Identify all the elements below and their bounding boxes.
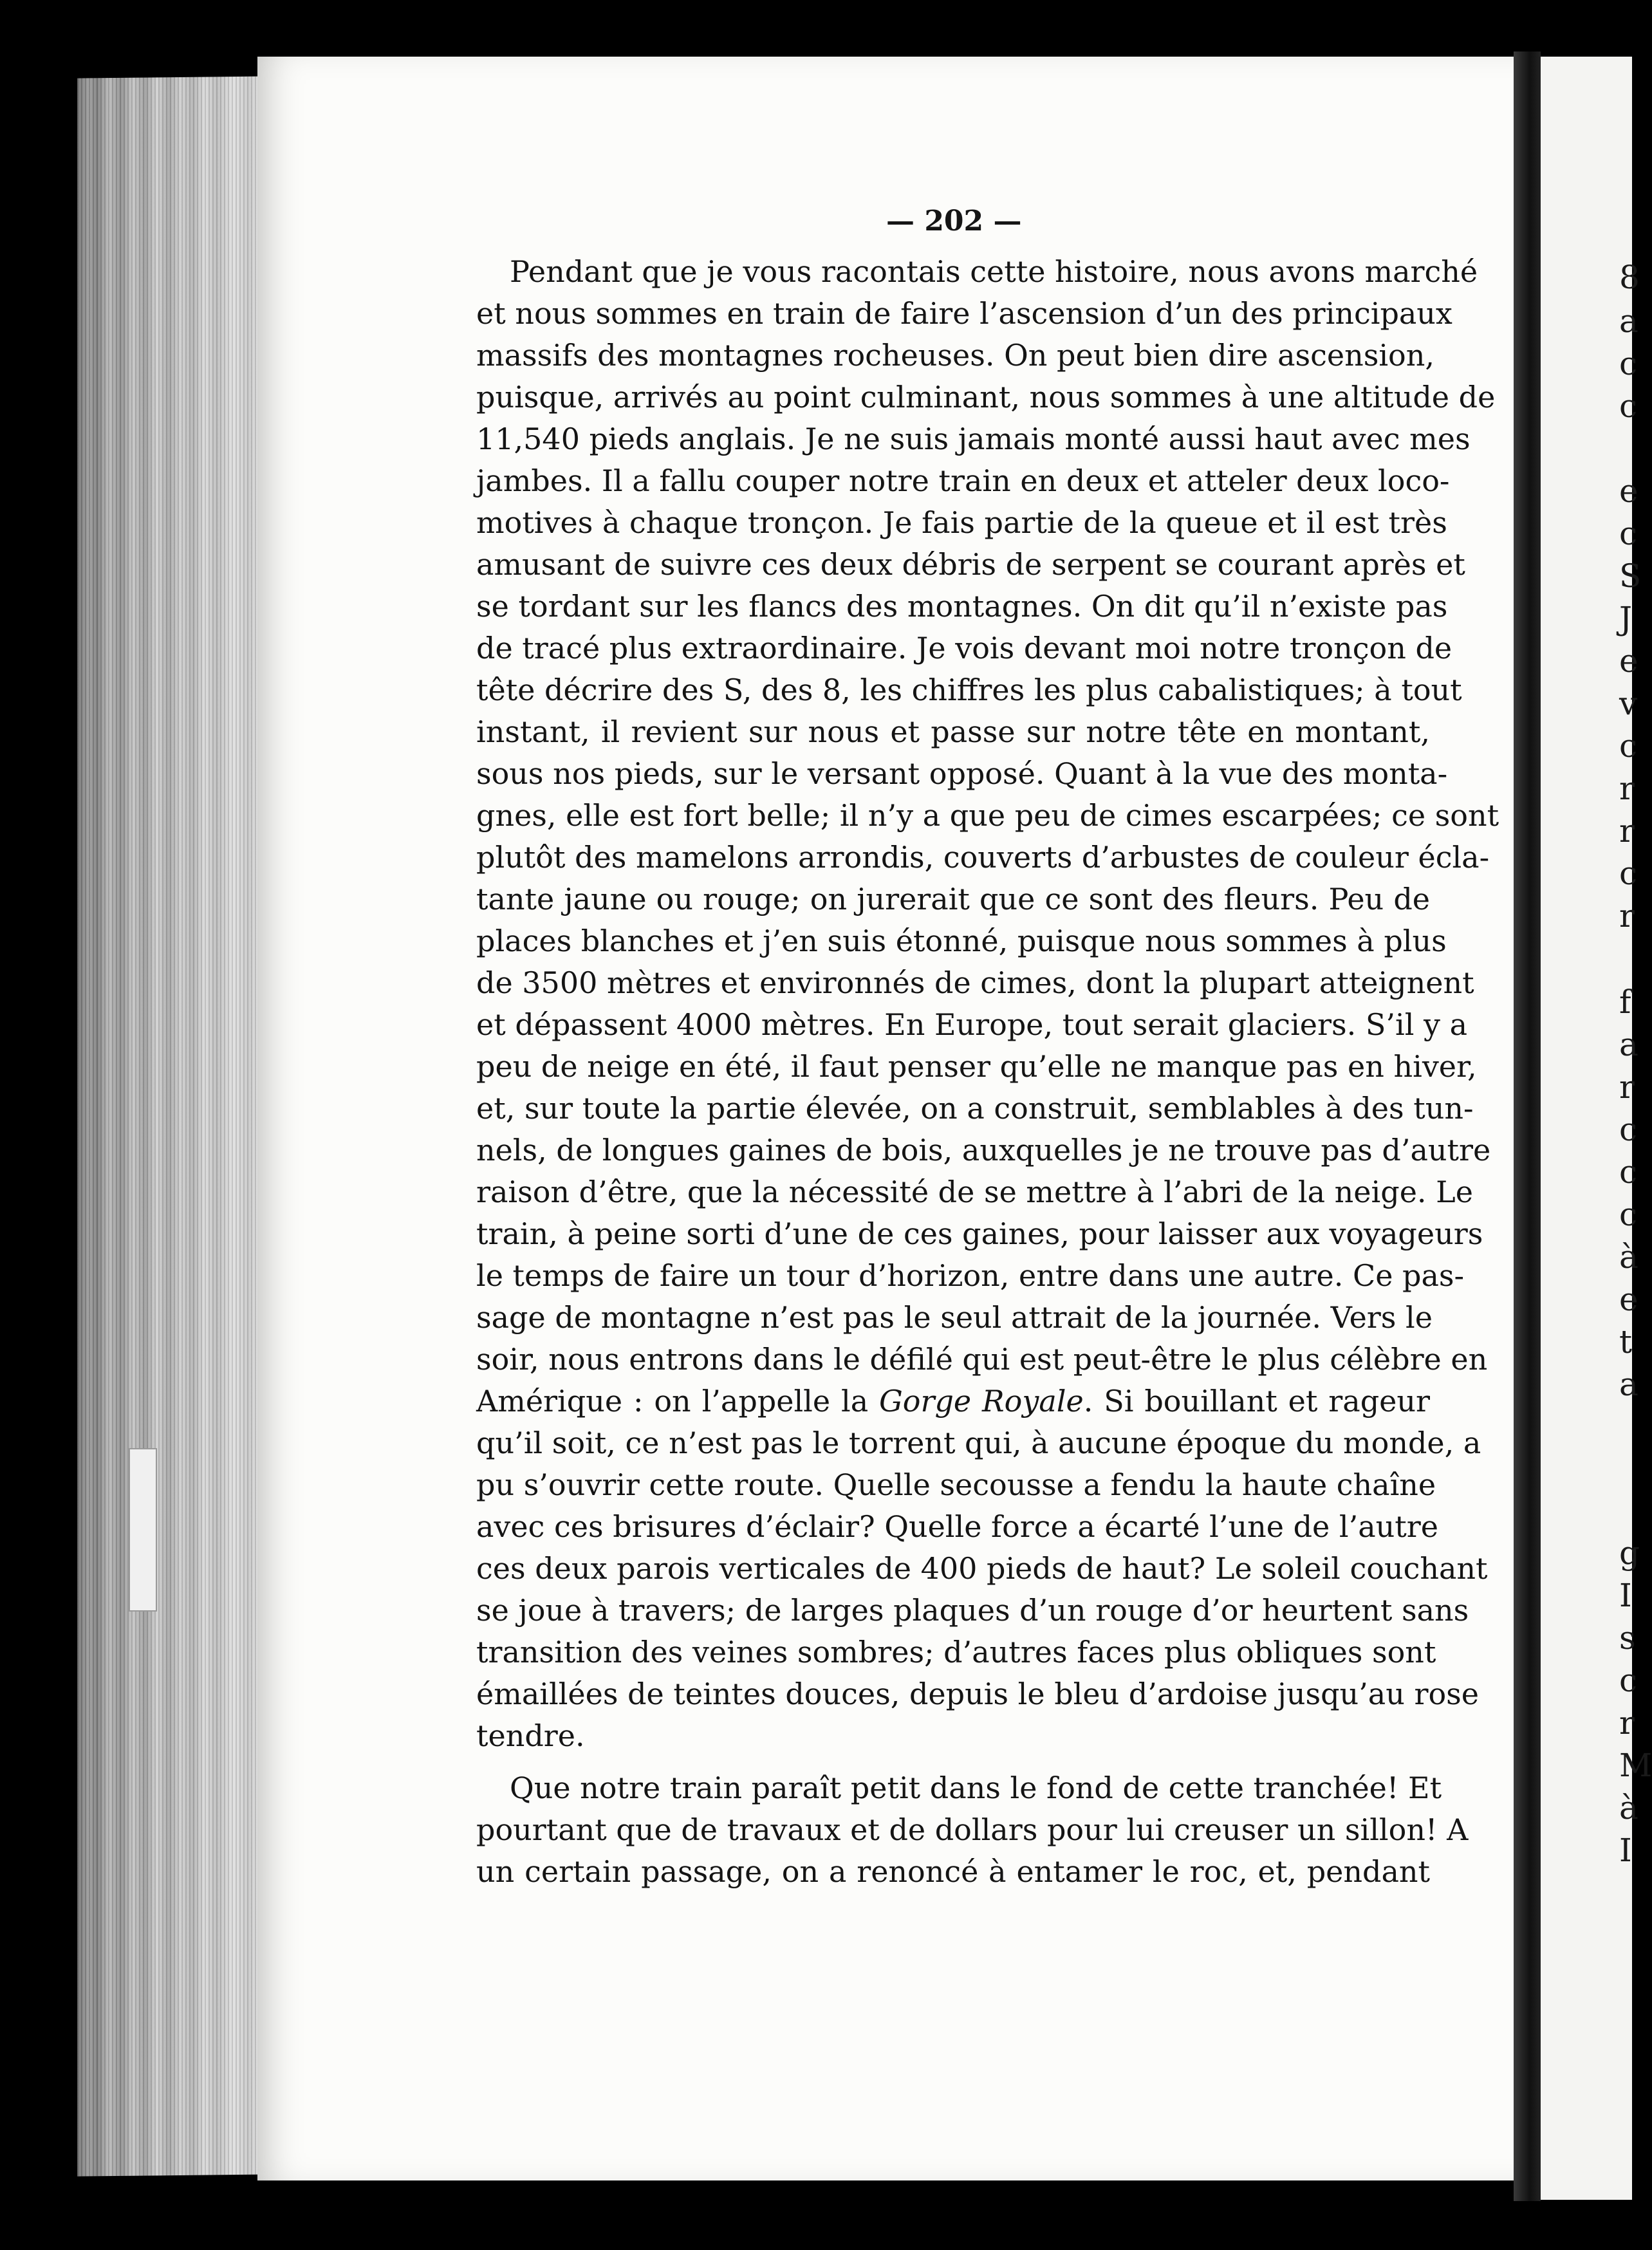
facing-page-fragment: g [1619, 1534, 1640, 1572]
facing-page-fragment: e [1619, 642, 1638, 680]
text-line: un certain passage, on a renoncé à entamer le roc, et, pendant [476, 1854, 1430, 1889]
facing-page-fragment: r [1619, 770, 1635, 807]
text-line: raison d’être, que la nécessité de se mettre à l’abri de la neige. Le [476, 1175, 1473, 1209]
facing-page-fragment: c [1619, 1111, 1638, 1148]
text-line: massifs des montagnes rocheuses. On peut bien dire ascension, [476, 338, 1434, 373]
facing-page-fragment: e [1619, 472, 1638, 510]
page-number: — 202 — [886, 205, 1022, 237]
facing-page-fragment: a [1619, 1366, 1638, 1403]
facing-page-fragment: c [1619, 727, 1638, 765]
text-line: émaillées de teintes douces, depuis le bleu d’ardoise jusqu’au rose [476, 1677, 1479, 1711]
facing-page-fragment: c [1619, 1153, 1638, 1191]
facing-page-fragment: f [1619, 983, 1631, 1021]
text-line: Que notre train paraît petit dans le fond de cette tranchée! Et [510, 1771, 1442, 1805]
facing-page-fragment: c [1619, 345, 1638, 382]
text-line: tendre. [476, 1718, 585, 1753]
text-line: et, sur toute la partie élevée, on a construit, semblables à des tun- [476, 1091, 1474, 1126]
text-line: Amérique : on l’appelle la Gorge Royale. Si bouillant et rageur [476, 1384, 1430, 1418]
text-line: 11,540 pieds anglais. Je ne suis jamais monté aussi haut avec mes [476, 422, 1471, 456]
text-line: places blanches et j’en suis étonné, puisque nous sommes à plus [476, 924, 1447, 958]
text-line: avec ces brisures d’éclair? Quelle force a écarté l’une de l’autre [476, 1509, 1438, 1544]
text-line: se joue à travers; de larges plaques d’un rouge d’or heurtent sans [476, 1593, 1469, 1628]
page-body-text [476, 251, 1499, 1893]
text-line: ces deux parois verticales de 400 pieds de haut? Le soleil couchant [476, 1551, 1488, 1586]
text-line: soir, nous entrons dans le défilé qui est peut-être le plus célèbre en [476, 1342, 1488, 1377]
text-line: qu’il soit, ce n’est pas le torrent qui, à aucune époque du monde, a [476, 1426, 1481, 1460]
text-line: et nous sommes en train de faire l’ascension d’un des principaux [476, 296, 1452, 331]
text-line: le temps de faire un tour d’horizon, entre dans une autre. Ce pas- [476, 1258, 1465, 1293]
text-line: motives à chaque tronçon. Je fais partie de la queue et il est très [476, 505, 1447, 540]
text-line: puisque, arrivés au point culminant, nous sommes à une altitude de [476, 380, 1496, 414]
text-line: instant, il revient sur nous et passe sur notre tête en montant, [476, 714, 1430, 749]
paragraph-gap [476, 1757, 1430, 1767]
text-line: et dépassent 4000 mètres. En Europe, tout serait glaciers. S’il y a [476, 1007, 1468, 1042]
facing-page [1541, 57, 1652, 2200]
facing-page-fragment: 8 [1619, 259, 1640, 296]
facing-page-fragment: c [1619, 1662, 1638, 1699]
facing-page-fragment: à [1619, 1238, 1638, 1276]
facing-page-fragment: c [1619, 855, 1638, 892]
facing-page-fragment: r [1619, 812, 1635, 850]
facing-page-fragment: r [1619, 1068, 1635, 1106]
facing-page-fragment: S [1619, 557, 1642, 595]
facing-page-fragment: c [1619, 515, 1638, 552]
facing-page-fragment: v [1619, 685, 1638, 722]
text-line: de tracé plus extraordinaire. Je vois devant moi notre tronçon de [476, 631, 1452, 665]
text-line: pourtant que de travaux et de dollars pour lui creuser un sillon! A [476, 1812, 1469, 1847]
library-label [129, 1448, 157, 1612]
text-line: tante jaune ou rouge; on jurerait que ce sont des fleurs. Peu de [476, 882, 1430, 916]
text-line: peu de neige en été, il faut penser qu’elle ne manque pas en hiver, [476, 1049, 1477, 1084]
facing-page-fragment: à [1619, 1789, 1638, 1827]
text-line: tête décrire des S, des 8, les chiffres les plus cabalistiques; à tout [476, 673, 1462, 707]
facing-page-fragment: J [1619, 600, 1633, 637]
facing-page-fragment: c [1619, 1196, 1638, 1233]
text-line: nels, de longues gaines de bois, auxquelles je ne trouve pas d’autre [476, 1133, 1491, 1167]
text-line: plutôt des mamelons arrondis, couverts d’arbustes de couleur écla- [476, 840, 1490, 875]
text-line: se tordant sur les flancs des montagnes. On dit qu’il n’existe pas [476, 589, 1448, 624]
facing-page-fragment: e [1619, 1281, 1638, 1318]
facing-page-fragment: t [1619, 1323, 1633, 1361]
page-edges [77, 76, 277, 2176]
facing-page-fragment: r [1619, 1704, 1635, 1742]
text-line: sous nos pieds, sur le versant opposé. Quant à la vue des monta- [476, 756, 1448, 791]
facing-page-fragment: r [1619, 897, 1635, 934]
facing-page-fragment: a [1619, 1026, 1638, 1063]
text-line: de 3500 mètres et environnés de cimes, dont la plupart atteignent [476, 965, 1474, 1000]
text-line: sage de montagne n’est pas le seul attrait de la journée. Vers le [476, 1300, 1433, 1335]
text-line: pu s’ouvrir cette route. Quelle secousse a fendu la haute chaîne [476, 1467, 1436, 1502]
text-line: train, à peine sorti d’une de ces gaines, pour laisser aux voyageurs [476, 1216, 1483, 1251]
italic-place-name: Gorge Royale [879, 1384, 1084, 1418]
text-line: jambes. Il a fallu couper notre train en deux et atteler deux loco- [476, 463, 1450, 498]
text-line: Pendant que je vous racontais cette histoire, nous avons marché [510, 254, 1478, 289]
facing-page-fragment: s [1619, 1619, 1636, 1657]
text-line: transition des veines sombres; d’autres faces plus obliques sont [476, 1635, 1436, 1669]
facing-page-fragment: I [1619, 1577, 1632, 1614]
book-gutter [1514, 51, 1541, 2201]
facing-page-fragment: I [1619, 1832, 1632, 1869]
facing-page-fragment: a [1619, 302, 1638, 340]
facing-page-fragment: M [1619, 1747, 1652, 1784]
text-line: amusant de suivre ces deux débris de serpent se courant après et [476, 547, 1465, 582]
facing-page-fragment: c [1619, 387, 1638, 425]
text-line: gnes, elle est fort belle; il n’y a que peu de cimes escarpées; ce sont [476, 798, 1499, 833]
